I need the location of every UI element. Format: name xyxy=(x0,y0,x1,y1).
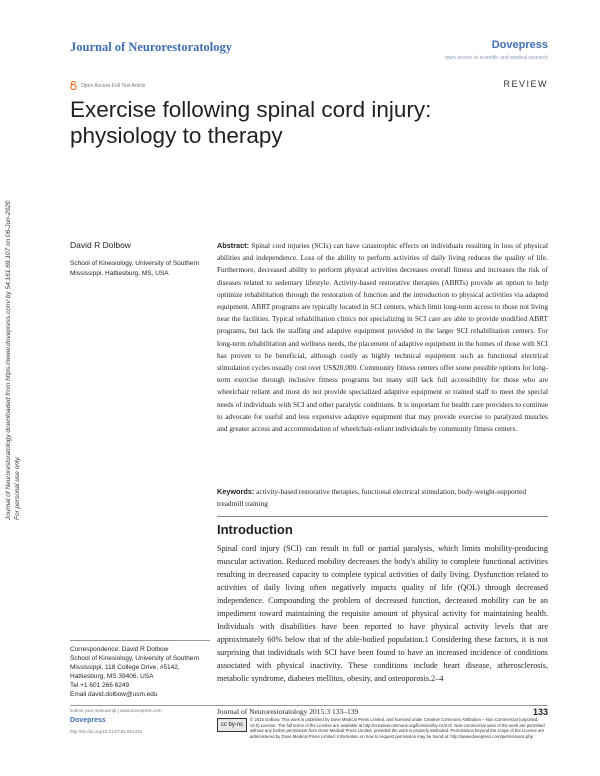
personal-use-note: For personal use only. xyxy=(14,456,21,520)
keywords xyxy=(217,486,548,510)
license-text: © 2015 Dolbow. This work is published by Dove Medical Press Limited, and licensed under Creative Commons Attribution – Non Commercial (unported, v3.0) License. The full terms of the License are available at http://creativecommons.org/licenses/by-nc/3.0/. Non-commercial uses of the work are permitted without any further permission from Dove Medical Press Limited, provided the work is properly attributed. Permissions beyond the scope of the License are administered by Dove Medical Press Limited. Information on how to request permission may be found at: http://www.dovepress.com/permissions.php xyxy=(250,717,545,739)
publisher-brand[interactable]: Dovepress xyxy=(491,39,548,51)
footer-brand[interactable]: Dovepress xyxy=(70,717,106,724)
doi-link[interactable]: http://dx.doi.org/10.2147/JN.S61316 xyxy=(70,729,143,734)
open-access-icon xyxy=(70,81,77,90)
open-access-row xyxy=(70,81,145,90)
abstract-text: Spinal cord injuries (SCIs) can have catastrophic effects on individuals resulting in loss of physical abilities and independence. Loss of the ability to perform activities of daily living reduces the quality of life. Furthermore, decreased ability to perform physical activities decreases overall fitness and increases the risk of diseases related to sedentary lifestyle. Activity-based restorative therapies (ABRTs) provide an option to help optimize rehabilitation through the restoration of function and the introduction to physical activities via adapted equipment. ABRT programs are typically located in SCI centers, which limit long-term access to those not living near the facilities. Typical rehabilitation clinics not specializing in SCI care are able to provide modified ABRT programs, but lack the staffing and adaptive equipment provided in the larger SCI rehabilitation centers. For long-term rehabilitation and wellness needs, the placement of adaptive equipment in the homes of those with SCI has proven to be beneficial, although costly as highly technical equipment such as functional electrical stimulation cycles usually cost over US$20,000. Community fitness centers offer some possible options for long-term exercise through inclusive fitness programs but many still lack full accessibility for those who are wheelchair reliant and most do not provide specialized adaptive equipment or trained staff to meet the special needs of individuals with SCI and other paralytic conditions. It is important for health care providers to continue to advocate for useful and less expensive adaptive equipment that may provide exercise to paralyzed muscles and greater access and accommodation of wheelchair-reliant individuals by community fitness centers. xyxy=(217,241,549,434)
abstract xyxy=(217,240,548,435)
correspondence-email[interactable]: Email david.dolbow@usm.edu xyxy=(70,691,158,698)
correspondence-address: School of Kinesiology, University of Southern Mississippi, 118 College Drive, #5142, Hattiesburg, MS 39406, USA xyxy=(70,655,200,680)
keywords-text: activity-based restorative therapies, functional electrical stimulation, body-weight-supported treadmill training xyxy=(217,487,527,509)
keywords-label: Keywords: xyxy=(217,487,255,496)
introduction-heading: Introduction xyxy=(217,522,293,537)
correspondence-name: Correspondence: David R Dolbow xyxy=(70,646,169,653)
download-note xyxy=(4,201,22,520)
page-number: 133 xyxy=(532,707,548,717)
introduction-body: Spinal cord injury (SCI) can result in full or partial paralysis, which limits mobility-producing muscular activation. Reduced mobility decreases the body's ability to complete functional activities resulting in decreased capacity to complete typical activities of daily living. Dysfunction related to activities of daily living often negatively impacts quality of life (QOL) through decreased independence. Compounding the problem of decreased function, decreased mobility can be an impediment toward maintaining the requisite amount of physical activity for maintaining health. Individuals with disabilities have been reported to have physical activity levels that are approximately 60% below that of the able-bodied population.1 Considering these factors, it is not surprising that individuals with SCI have been found to have an increased incidence of conditions associated with physical inactivity. These conditions include heart disease, atherosclerosis, metabolic syndrome, diabetes mellitus, obesity, and osteoporosis.2–4 xyxy=(217,544,548,683)
author-name: David R Dolbow xyxy=(70,240,131,250)
correspondence-tel: Tel +1 601 266 6249 xyxy=(70,682,130,689)
article-type: REVIEW xyxy=(503,79,548,89)
intro-divider xyxy=(217,516,548,517)
correspondence-divider xyxy=(70,640,210,641)
journal-reference: Journal of Neurorestoratology 2015:3 133–139 xyxy=(217,707,359,716)
correspondence xyxy=(70,645,210,699)
author-affiliation: School of Kinesiology, University of Southern Mississippi, Hattiesburg, MS, USA xyxy=(70,260,200,277)
abstract-label: Abstract: xyxy=(217,241,250,250)
submit-link[interactable]: submit your manuscript | www.dovepress.com xyxy=(70,708,162,713)
open-access-label: Open Access Full Text Article xyxy=(81,82,146,89)
article-title: Exercise following spinal cord injury: physiology to therapy xyxy=(70,97,432,148)
cc-license-badge[interactable]: cc by-nc xyxy=(217,718,247,732)
footer-divider xyxy=(70,705,548,706)
publisher-tagline: open access to scientific and medical research xyxy=(444,55,548,61)
download-note-line: Journal of Neurorestoratology downloaded from https://www.dovepress.com/ by 54.161.69.107 on 06-Jun-2020 xyxy=(5,200,12,520)
journal-title: Journal of Neurorestoratology xyxy=(70,40,233,54)
